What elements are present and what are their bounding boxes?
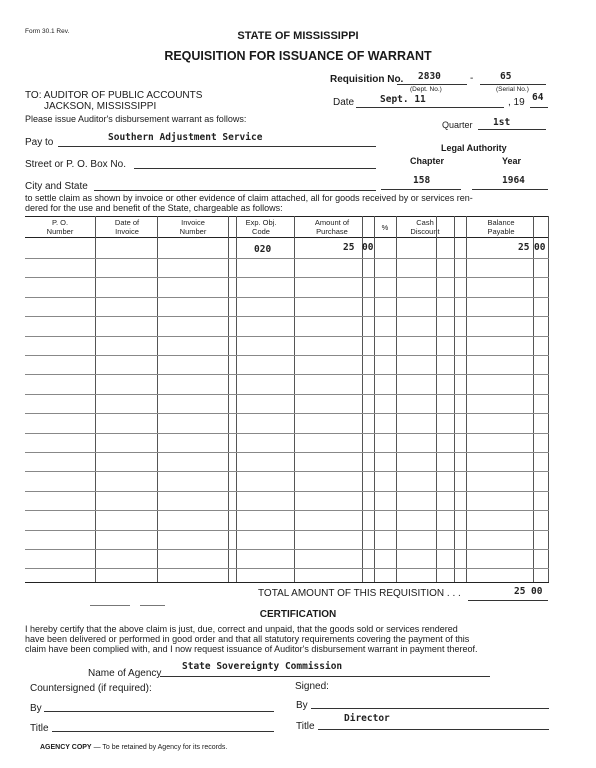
certification-line1: I hereby certify that the above claim is just, due, correct and unpaid, that the goods sold or services rendered: [25, 624, 458, 634]
table-row-rule: [25, 277, 549, 278]
pay-to-label: Pay to: [25, 137, 54, 148]
table-row-rule: [25, 336, 549, 337]
addressee-line1: TO: AUDITOR OF PUBLIC ACCOUNTS: [25, 90, 203, 101]
row-amount-whole[interactable]: 25: [343, 242, 355, 253]
addressee-line2: JACKSON, MISSISSIPPI: [44, 101, 157, 112]
countersigned-label: Countersigned (if required):: [30, 683, 152, 694]
total-value-cents[interactable]: 00: [531, 586, 543, 597]
agency-value[interactable]: State Sovereignty Commission: [182, 661, 343, 672]
requisition-dash: -: [470, 73, 474, 84]
signed-label: Signed:: [295, 681, 329, 692]
table-row-rule: [25, 394, 549, 395]
table-top-rule: [25, 216, 549, 217]
table-row-rule: [25, 413, 549, 414]
table-row-rule: [25, 433, 549, 434]
row-amount-cents[interactable]: 00: [362, 242, 374, 253]
year-prefix: , 19: [508, 97, 525, 108]
table-row-rule: [25, 374, 549, 375]
row-balance-cents[interactable]: 00: [534, 242, 546, 253]
table-row-rule: [25, 316, 549, 317]
date-value[interactable]: Sept. 11: [380, 94, 426, 105]
table-row-rule: [25, 471, 549, 472]
city-label: City and State: [25, 181, 88, 192]
chapter-value[interactable]: 158: [413, 175, 431, 186]
dept-caption: (Dept. No.): [410, 86, 442, 93]
date-label: Date: [333, 97, 355, 108]
certification-line3: claim have been complied with, and I now request issuance of Auditor's disbursement warrant in payment thereof.: [25, 644, 478, 654]
certification-heading: CERTIFICATION: [259, 609, 337, 620]
claim-text-line1: to settle claim as shown by invoice or other evidence of claim attached, all for goods received by or services ren-: [25, 193, 473, 203]
col-header-amount: Amount of Purchase: [314, 218, 350, 236]
table-row-rule: [25, 258, 549, 259]
table-row-rule: [25, 549, 549, 550]
col-header-exp-code: Exp. Obj. Code: [245, 218, 277, 236]
legal-authority-label: Legal Authority: [441, 143, 507, 153]
agency-copy-note: — To be retained by Agency for its records.: [93, 744, 228, 751]
title-value[interactable]: Director: [344, 713, 390, 724]
table-header-rule: [25, 237, 549, 238]
dept-number[interactable]: 2830: [418, 71, 441, 82]
footer-note: [40, 744, 227, 751]
state-heading: STATE OF MISSISSIPPI: [237, 30, 359, 42]
row-exp-code[interactable]: 020: [254, 244, 272, 255]
title-label-left: Title: [30, 723, 49, 734]
table-row-rule: [25, 297, 549, 298]
table-row-rule: [25, 355, 549, 356]
requisition-label: Requisition No.: [330, 74, 404, 85]
agency-label: Name of Agency: [88, 668, 162, 679]
title-label-right: Title: [296, 721, 315, 732]
form-number: Form 30.1 Rev.: [25, 28, 70, 35]
table-row-rule: [25, 491, 549, 492]
year-value[interactable]: 64: [532, 92, 544, 103]
serial-caption: (Serial No.): [496, 86, 529, 93]
quarter-value[interactable]: 1st: [493, 117, 511, 128]
col-header-cash-discount: Cash Discount: [410, 218, 440, 236]
pay-to-value[interactable]: Southern Adjustment Service: [108, 132, 263, 143]
agency-copy-label: AGENCY COPY: [40, 744, 92, 751]
table-row-rule: [25, 510, 549, 511]
by-label-left: By: [30, 703, 42, 714]
total-value-whole[interactable]: 25: [514, 586, 526, 597]
street-label: Street or P. O. Box No.: [25, 159, 126, 170]
table-row-rule: [25, 530, 549, 531]
col-header-invoice: Invoice Number: [179, 218, 207, 236]
chapter-label: Chapter: [410, 156, 445, 166]
quarter-label: Quarter: [442, 120, 473, 130]
row-balance-whole[interactable]: 25: [518, 242, 530, 253]
col-header-po: P. O. Number: [46, 218, 74, 236]
table-row-rule: [25, 452, 549, 453]
claim-text-line2: dered for the use and benefit of the State, chargeable as follows:: [25, 203, 283, 213]
col-header-date: Date of Invoice: [114, 218, 140, 236]
table-row-rule: [25, 568, 549, 569]
col-header-balance: Balance Payable: [487, 218, 515, 236]
legal-year-value[interactable]: 1964: [502, 175, 525, 186]
total-label: TOTAL AMOUNT OF THIS REQUISITION . . .: [258, 588, 461, 599]
col-header-percent: %: [381, 223, 389, 232]
serial-number[interactable]: 65: [500, 71, 512, 82]
instruction-text: Please issue Auditor's disbursement warrant as follows:: [25, 114, 247, 124]
form-title: REQUISITION FOR ISSUANCE OF WARRANT: [164, 49, 432, 63]
year-label: Year: [502, 156, 522, 166]
by-label-right: By: [296, 700, 308, 711]
certification-line2: have been delivered or performed in good order and that all statutory requirements covering the payment of this: [25, 634, 470, 644]
